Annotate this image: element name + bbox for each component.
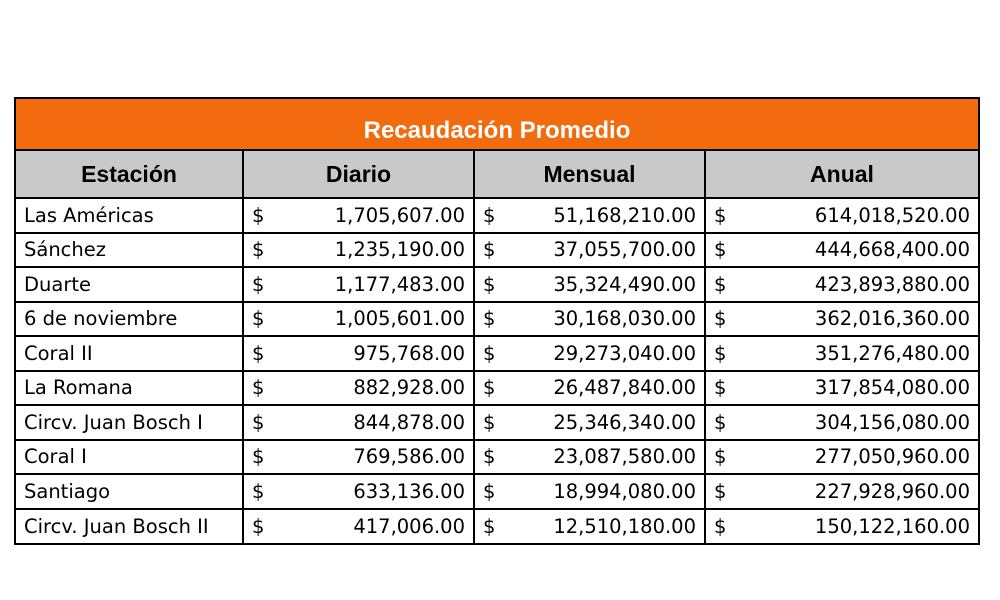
table-row xyxy=(16,233,978,268)
table-row xyxy=(16,440,978,475)
annual-amount-cell xyxy=(705,474,978,509)
monthly-amount: 29,273,040.00 xyxy=(553,341,696,365)
daily-amount: 1,177,483.00 xyxy=(334,272,465,296)
currency-symbol: $ xyxy=(483,203,496,227)
currency-symbol: $ xyxy=(252,479,265,503)
currency-symbol: $ xyxy=(483,307,496,331)
currency-symbol: $ xyxy=(483,445,496,469)
daily-amount: 1,005,601.00 xyxy=(334,307,465,331)
monthly-amount-cell xyxy=(474,440,705,475)
table-title: Recaudación Promedio xyxy=(16,99,978,151)
currency-symbol: $ xyxy=(714,514,727,538)
annual-amount-cell xyxy=(705,302,978,337)
currency-symbol: $ xyxy=(714,376,727,400)
currency-symbol: $ xyxy=(252,307,265,331)
monthly-amount-cell xyxy=(474,267,705,302)
annual-amount: 227,928,960.00 xyxy=(814,479,970,503)
table-row xyxy=(16,371,978,406)
station-name-cell: Coral I xyxy=(16,440,243,475)
annual-amount-cell xyxy=(705,233,978,268)
monthly-amount: 51,168,210.00 xyxy=(553,203,696,227)
daily-amount: 1,235,190.00 xyxy=(334,238,465,262)
currency-symbol: $ xyxy=(714,307,727,331)
monthly-amount-cell xyxy=(474,405,705,440)
monthly-amount: 26,487,840.00 xyxy=(553,376,696,400)
annual-amount: 362,016,360.00 xyxy=(814,307,970,331)
table-body xyxy=(16,198,978,543)
station-name-cell: Duarte xyxy=(16,267,243,302)
monthly-amount: 12,510,180.00 xyxy=(553,514,696,538)
currency-symbol: $ xyxy=(714,272,727,296)
table-row xyxy=(16,405,978,440)
station-name-cell: La Romana xyxy=(16,371,243,406)
daily-amount-cell xyxy=(243,474,474,509)
currency-symbol: $ xyxy=(483,410,496,434)
currency-symbol: $ xyxy=(714,479,727,503)
monthly-amount-cell xyxy=(474,371,705,406)
annual-amount-cell xyxy=(705,267,978,302)
currency-symbol: $ xyxy=(483,479,496,503)
annual-amount-cell xyxy=(705,509,978,544)
monthly-amount: 23,087,580.00 xyxy=(553,445,696,469)
daily-amount-cell xyxy=(243,336,474,371)
monthly-amount: 35,324,490.00 xyxy=(553,272,696,296)
header-row xyxy=(16,151,978,198)
currency-symbol: $ xyxy=(252,272,265,296)
daily-amount: 417,006.00 xyxy=(353,514,465,538)
daily-amount-cell xyxy=(243,233,474,268)
station-name-cell: Coral II xyxy=(16,336,243,371)
monthly-amount-cell xyxy=(474,509,705,544)
currency-symbol: $ xyxy=(483,272,496,296)
header-station: Estación xyxy=(16,151,243,198)
daily-amount: 633,136.00 xyxy=(353,479,465,503)
annual-amount-cell xyxy=(705,405,978,440)
annual-amount: 444,668,400.00 xyxy=(814,238,970,262)
currency-symbol: $ xyxy=(714,203,727,227)
monthly-amount-cell xyxy=(474,198,705,233)
annual-amount-cell xyxy=(705,198,978,233)
currency-symbol: $ xyxy=(714,445,727,469)
table-row xyxy=(16,336,978,371)
daily-amount: 882,928.00 xyxy=(353,376,465,400)
currency-symbol: $ xyxy=(483,514,496,538)
header-annual: Anual xyxy=(705,151,978,198)
station-name-cell: Circv. Juan Bosch I xyxy=(16,405,243,440)
currency-symbol: $ xyxy=(714,341,727,365)
daily-amount: 975,768.00 xyxy=(353,341,465,365)
monthly-amount: 30,168,030.00 xyxy=(553,307,696,331)
daily-amount: 769,586.00 xyxy=(353,445,465,469)
currency-symbol: $ xyxy=(252,238,265,262)
monthly-amount: 37,055,700.00 xyxy=(553,238,696,262)
monthly-amount: 25,346,340.00 xyxy=(553,410,696,434)
station-name-cell: Santiago xyxy=(16,474,243,509)
currency-symbol: $ xyxy=(252,341,265,365)
station-name-cell: Circv. Juan Bosch II xyxy=(16,509,243,544)
daily-amount-cell xyxy=(243,198,474,233)
daily-amount: 844,878.00 xyxy=(353,410,465,434)
station-name-cell: Las Américas xyxy=(24,203,154,227)
monthly-amount-cell xyxy=(474,302,705,337)
revenue-table xyxy=(16,151,978,543)
annual-amount-cell xyxy=(705,336,978,371)
table-row xyxy=(16,198,978,233)
station-name-cell: 6 de noviembre xyxy=(16,302,243,337)
currency-symbol: $ xyxy=(714,238,727,262)
revenue-table-container xyxy=(14,97,980,545)
currency-symbol: $ xyxy=(714,410,727,434)
daily-amount-cell xyxy=(243,267,474,302)
currency-symbol: $ xyxy=(252,410,265,434)
station-name-cell: Sánchez xyxy=(16,233,243,268)
annual-amount: 317,854,080.00 xyxy=(814,376,970,400)
annual-amount: 150,122,160.00 xyxy=(814,514,970,538)
currency-symbol: $ xyxy=(483,341,496,365)
monthly-amount-cell xyxy=(474,336,705,371)
table-row xyxy=(16,302,978,337)
header-monthly: Mensual xyxy=(474,151,705,198)
monthly-amount-cell xyxy=(474,233,705,268)
annual-amount-cell xyxy=(705,440,978,475)
table-row xyxy=(16,267,978,302)
annual-amount: 614,018,520.00 xyxy=(814,203,970,227)
currency-symbol: $ xyxy=(252,514,265,538)
header-daily: Diario xyxy=(243,151,474,198)
currency-symbol: $ xyxy=(252,445,265,469)
annual-amount: 423,893,880.00 xyxy=(814,272,970,296)
currency-symbol: $ xyxy=(483,376,496,400)
currency-symbol: $ xyxy=(252,376,265,400)
table-row xyxy=(16,509,978,544)
annual-amount: 351,276,480.00 xyxy=(814,341,970,365)
annual-amount: 277,050,960.00 xyxy=(814,445,970,469)
table-row xyxy=(16,474,978,509)
annual-amount-cell xyxy=(705,371,978,406)
annual-amount: 304,156,080.00 xyxy=(814,410,970,434)
daily-amount: 1,705,607.00 xyxy=(334,203,465,227)
daily-amount-cell xyxy=(243,302,474,337)
daily-amount-cell xyxy=(243,509,474,544)
currency-symbol: $ xyxy=(252,203,265,227)
currency-symbol: $ xyxy=(483,238,496,262)
daily-amount-cell xyxy=(243,405,474,440)
daily-amount-cell xyxy=(243,371,474,406)
monthly-amount: 18,994,080.00 xyxy=(553,479,696,503)
monthly-amount-cell xyxy=(474,474,705,509)
daily-amount-cell xyxy=(243,440,474,475)
